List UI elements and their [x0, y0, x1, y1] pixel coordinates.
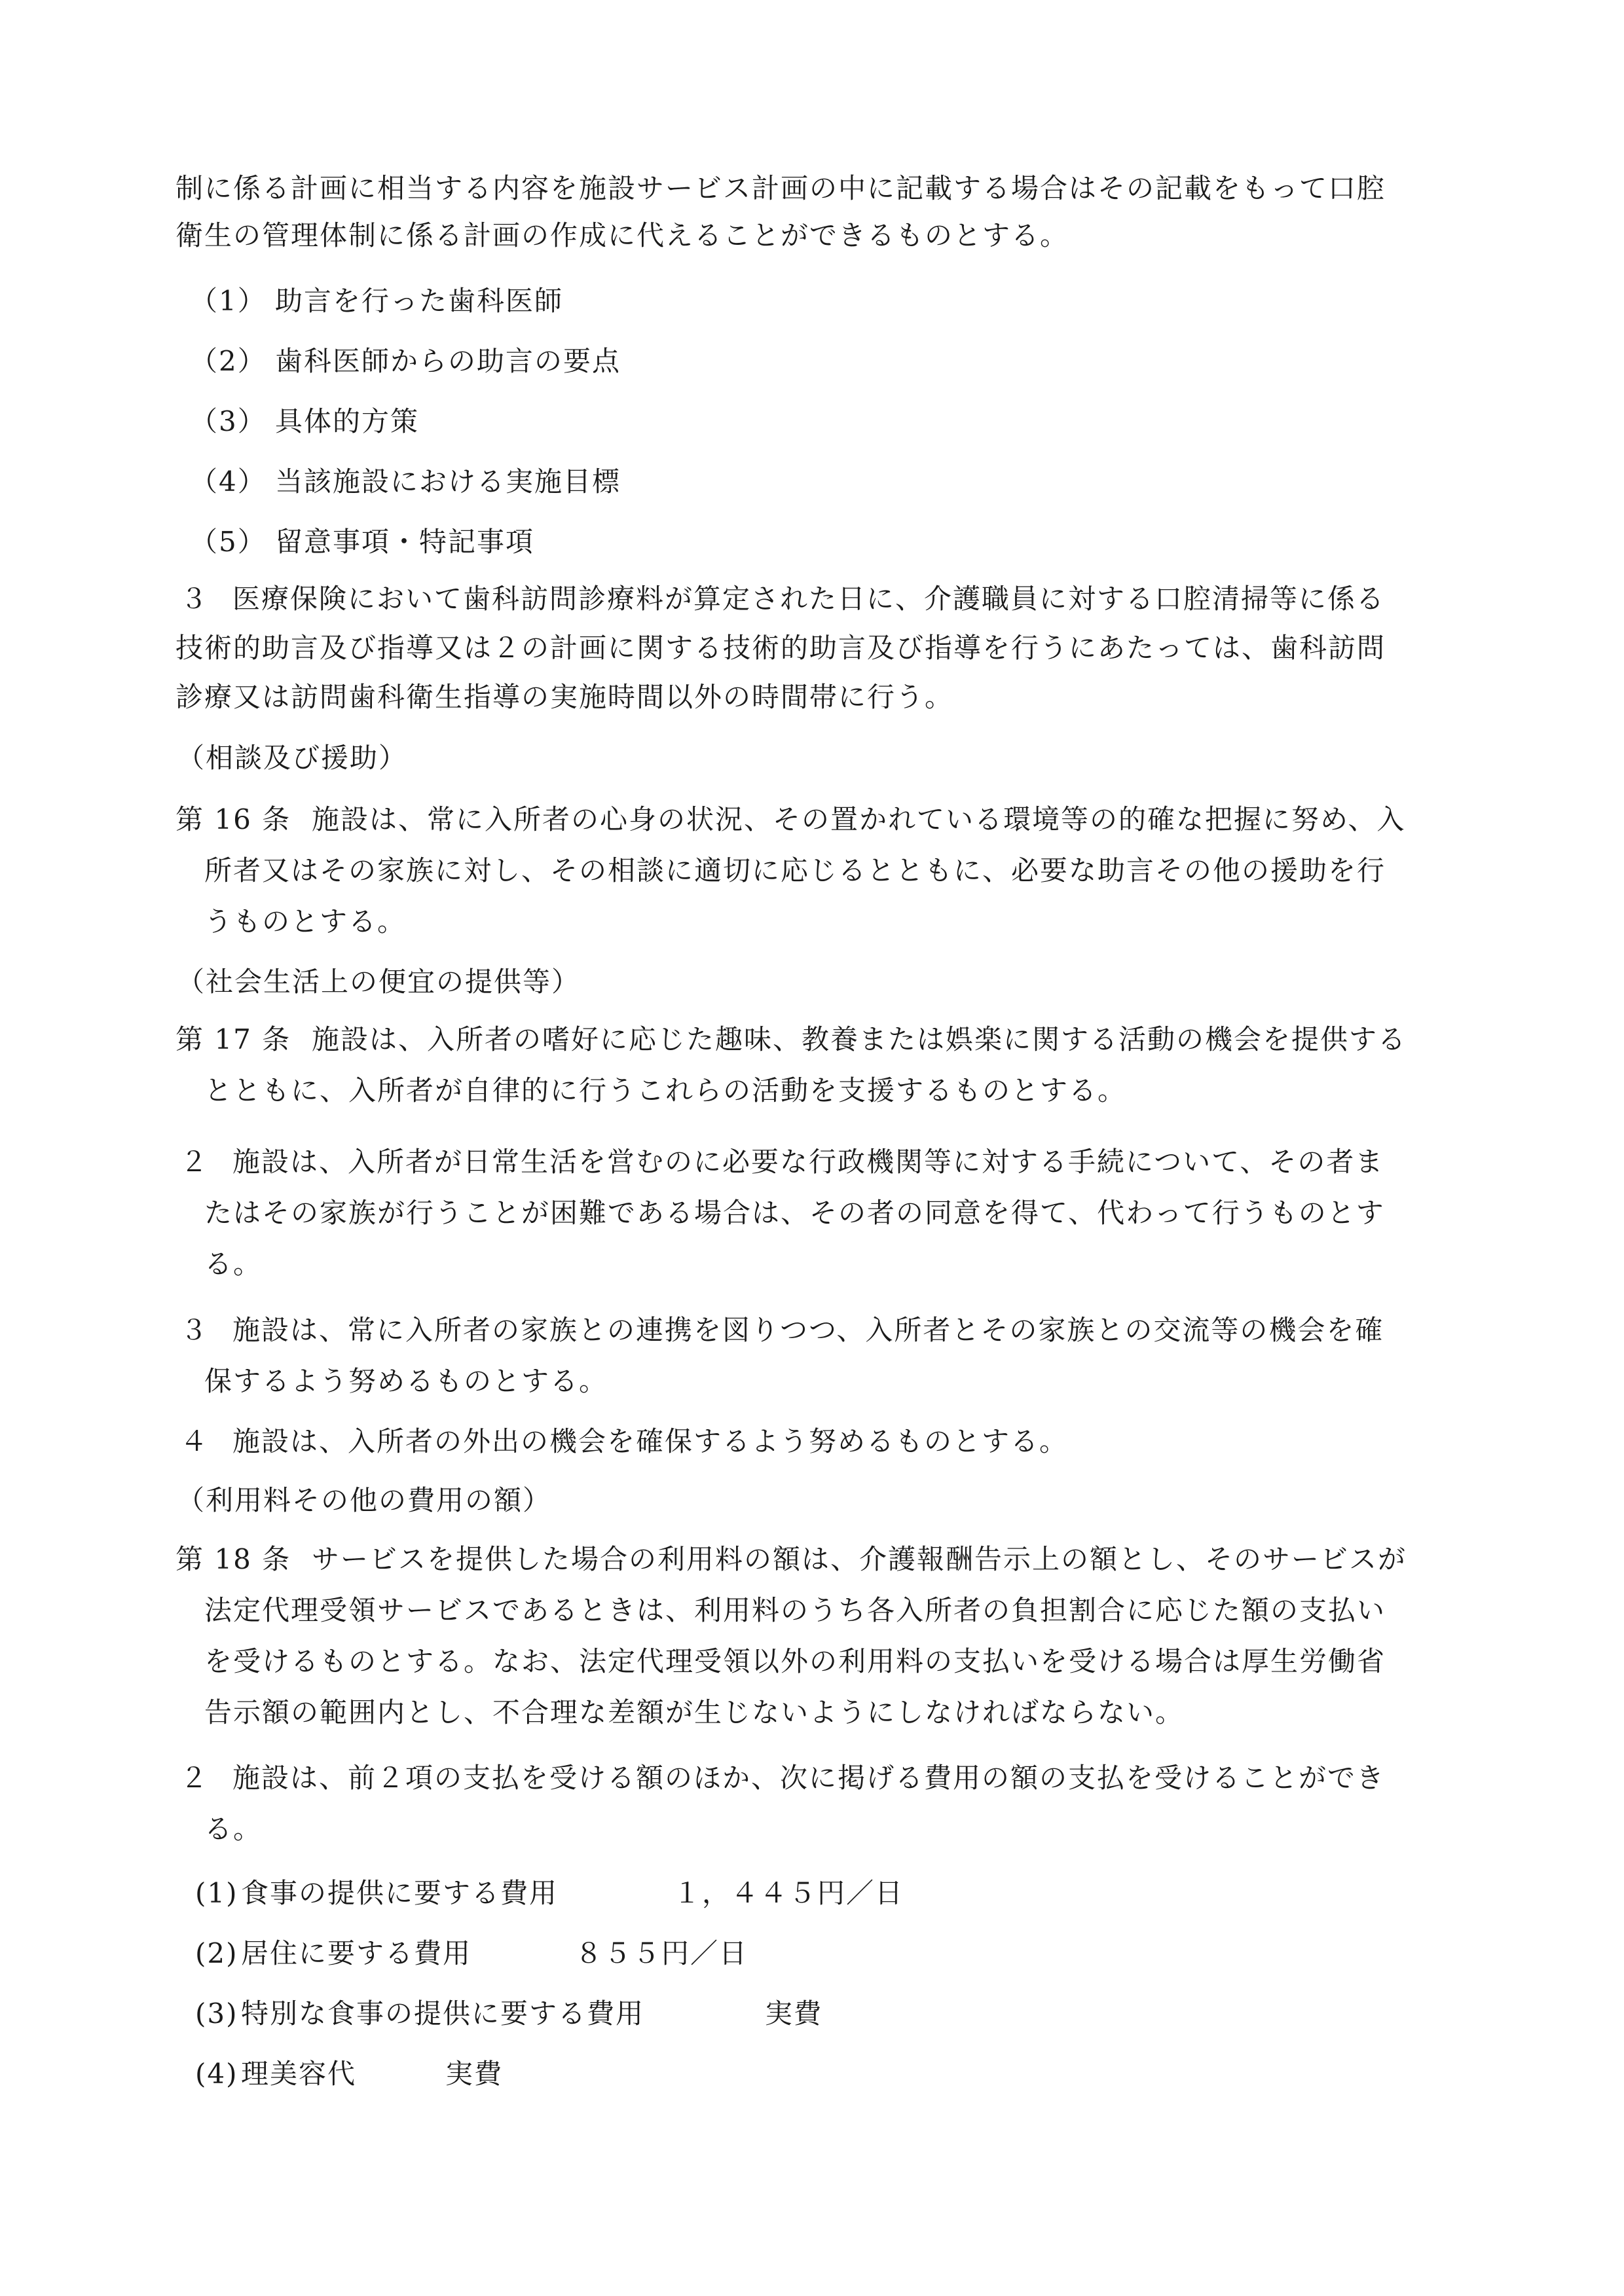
- list-item-text: 当該施設における実施目標: [275, 465, 621, 498]
- fee-item-amount: １，４４５円／日: [673, 1877, 904, 1909]
- paragraph-2: [180, 1142, 1384, 1182]
- fee-item: [195, 1934, 748, 1973]
- list-item: [190, 462, 621, 501]
- paragraph-line: 技術的助言及び指導又は２の計画に関する技術的助言及び指導を行うにあたっては、歯科訪問: [175, 632, 1386, 664]
- list-item: [190, 402, 419, 441]
- article-16: [175, 800, 1405, 839]
- list-item-text: 留意事項・特記事項: [275, 526, 535, 558]
- article-17: [175, 1020, 1407, 1059]
- paragraph-line: とともに、入所者が自律的に行うこれらの活動を支援するものとする。: [204, 1074, 1127, 1106]
- list-item: [190, 522, 534, 562]
- list-item-text: 歯科医師からの助言の要点: [275, 345, 621, 377]
- paragraph-line: 保するよう努めるものとする。: [204, 1365, 608, 1397]
- paragraph-3: [180, 579, 1385, 619]
- list-item-number: （3）: [190, 405, 267, 437]
- paragraph-line: 所者又はその家族に対し、その相談に適切に応じるとともに、必要な助言その他の援助を行: [204, 854, 1386, 886]
- paragraph-number: ３: [180, 583, 210, 615]
- fee-item-number: (1): [195, 1877, 238, 1909]
- article-label: 第 16 条: [175, 803, 291, 835]
- paragraph-line: 衛生の管理体制に係る計画の作成に代えることができるものとする。: [175, 219, 1069, 251]
- list-item-number: （5）: [190, 526, 267, 558]
- paragraph-line: る。: [204, 1248, 263, 1280]
- fee-item-amount: 実費: [765, 1997, 823, 2030]
- article-label: 第 18 条: [175, 1543, 291, 1575]
- paragraph-2: [180, 1758, 1385, 1798]
- paragraph-line: 施設は、入所者の外出の機会を確保するよう努めるものとする。: [232, 1425, 1069, 1457]
- list-item-number: （4）: [190, 465, 267, 498]
- list-item-text: 助言を行った歯科医師: [275, 285, 564, 317]
- fee-item: [195, 1874, 904, 1913]
- fee-item-amount: ８５５円／日: [575, 1937, 748, 1969]
- paragraph-line: 告示額の範囲内とし、不合理な差額が生じないようにしなければならない。: [204, 1696, 1185, 1728]
- paragraph-line: 施設は、入所者の嗜好に応じた趣味、教養または娯楽に関する活動の機会を提供する: [312, 1023, 1407, 1055]
- paragraph-line: 施設は、前２項の支払を受ける額のほか、次に掲げる費用の額の支払を受けることができ: [232, 1762, 1386, 1794]
- list-item-number: （1）: [190, 285, 267, 317]
- section-heading: （社会生活上の便宜の提供等）: [177, 966, 581, 998]
- fee-item: [195, 2054, 503, 2094]
- paragraph-line: 診療又は訪問歯科衛生指導の実施時間以外の時間帯に行う。: [175, 681, 954, 713]
- paragraph-number: ２: [180, 1146, 210, 1178]
- fee-item-text: 特別な食事の提供に要する費用: [241, 1997, 645, 2030]
- fee-item-number: (2): [195, 1937, 238, 1969]
- list-item: [190, 342, 621, 381]
- paragraph-line: サービスを提供した場合の利用料の額は、介護報酬告示上の額とし、そのサービスが: [312, 1543, 1407, 1575]
- paragraph-line: 施設は、常に入所者の家族との連携を図りつつ、入所者とその家族との交流等の機会を確: [232, 1314, 1384, 1346]
- fee-item-number: (4): [195, 2058, 238, 2090]
- paragraph-line: 医療保険において歯科訪問診療料が算定された日に、介護職員に対する口腔清掃等に係る: [232, 583, 1386, 615]
- paragraph-number: ４: [180, 1425, 210, 1457]
- paragraph-line: 制に係る計画に相当する内容を施設サービス計画の中に記載する場合はその記載をもって口腔: [175, 172, 1386, 204]
- fee-item-number: (3): [195, 1997, 238, 2030]
- paragraph-4: [180, 1422, 1068, 1461]
- paragraph-line: うものとする。: [204, 905, 407, 938]
- section-heading: （利用料その他の費用の額）: [177, 1484, 552, 1516]
- section-heading: （相談及び援助）: [177, 742, 408, 774]
- paragraph-line: を受けるものとする。なお、法定代理受領以外の利用料の支払いを受ける場合は厚生労働省: [204, 1645, 1386, 1677]
- fee-item-text: 理美容代: [241, 2058, 357, 2090]
- article-18: [175, 1540, 1407, 1579]
- list-item: [190, 282, 563, 321]
- fee-item-amount: 実費: [445, 2058, 504, 2090]
- paragraph-line: 施設は、入所者が日常生活を営むのに必要な行政機関等に対する手続について、その者ま: [232, 1146, 1384, 1178]
- article-label: 第 17 条: [175, 1023, 291, 1055]
- fee-item-text: 食事の提供に要する費用: [241, 1877, 559, 1909]
- paragraph-number: ３: [180, 1314, 210, 1346]
- paragraph-3: [180, 1311, 1384, 1350]
- paragraph-line: 法定代理受領サービスであるときは、利用料のうち各入所者の負担割合に応じた額の支払い: [204, 1594, 1386, 1626]
- list-item-text: 具体的方策: [275, 405, 420, 437]
- fee-item: [195, 1994, 822, 2033]
- fee-item-text: 居住に要する費用: [241, 1937, 472, 1969]
- paragraph-line: たはその家族が行うことが困難である場合は、その者の同意を得て、代わって行うものとす: [204, 1197, 1385, 1229]
- paragraph-line: 施設は、常に入所者の心身の状況、その置かれている環境等の的確な把握に努め、入: [312, 803, 1406, 835]
- paragraph-number: ２: [180, 1762, 210, 1794]
- paragraph-line: る。: [204, 1813, 263, 1845]
- list-item-number: （2）: [190, 345, 267, 377]
